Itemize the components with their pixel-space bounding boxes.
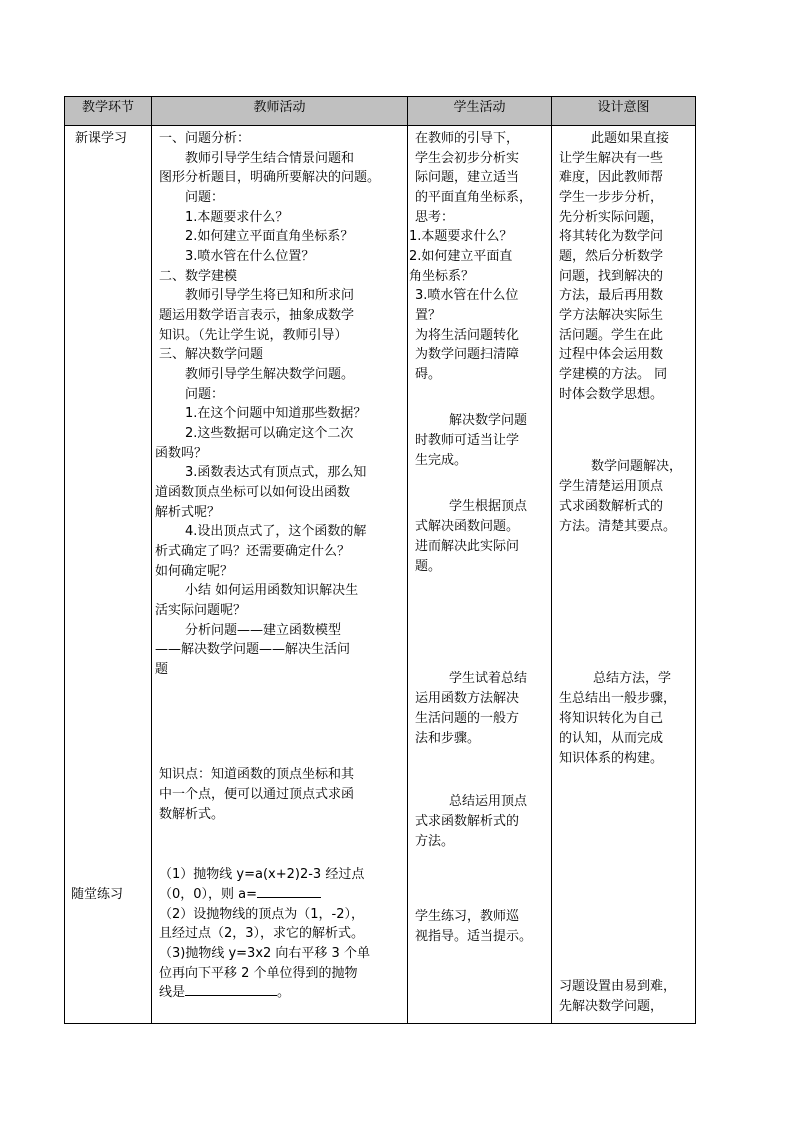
teacher-line: 函数吗？: [155, 446, 208, 461]
intent-line: 将知识转化为自己: [559, 711, 664, 726]
intent-line: 难度，因此教师帮: [559, 170, 664, 185]
student-line: 法和步骤。: [415, 731, 481, 746]
answer-blank: [185, 983, 277, 996]
teacher-line: 道函数顶点坐标可以如何设出函数: [155, 485, 351, 500]
student-line: 运用函数方法解决: [415, 691, 520, 706]
knowledge-line: 数解析式。: [159, 807, 225, 822]
knowledge-line: 中一个点，便可以通过顶点式求函: [159, 787, 355, 802]
teacher-line: 图形分析题目，明确所要解决的问题。: [159, 170, 381, 185]
intent-line: 学生一步步分析，: [559, 190, 664, 205]
intent-line: 方法。清楚其要点。: [559, 519, 677, 534]
intent-line: 数学问题解决，: [591, 459, 683, 474]
intent-line: 让学生解决有一些: [559, 151, 664, 166]
intent-line: 时体会数学思想。: [559, 387, 664, 402]
student-line: 1.本题要求什么？: [409, 229, 513, 244]
student-line: 际问题，建立适当: [415, 170, 520, 185]
student-line: 置？: [415, 308, 442, 323]
exercise-2-line: （2）设抛物线的顶点为（1，-2），: [159, 907, 365, 922]
phase-new-learning: 新课学习: [75, 131, 128, 146]
header-teacher-activity: 教师活动: [253, 100, 306, 115]
teacher-line: 二、数学建模: [159, 269, 238, 284]
student-line: 时教师可适当让学: [415, 433, 520, 448]
student-line: 进而解决此实际问: [415, 539, 520, 554]
intent-line: 知识体系的构建。: [559, 751, 664, 766]
intent-line: 生总结出一般步骤，: [559, 691, 677, 706]
teacher-line: 解析式呢？: [155, 505, 221, 520]
student-line: 为将生活问题转化: [415, 328, 520, 343]
intent-line: 活问题。学生在此: [559, 328, 664, 343]
teacher-line: 小结 如何运用函数知识解决生: [185, 583, 359, 598]
teacher-line: 教师引导学生将已知和所求问: [185, 288, 355, 303]
teacher-line: 教师引导学生解决数学问题。: [185, 367, 355, 382]
exercise-3-line: （3)抛物线 y=3x2 向右平移 3 个单: [159, 946, 370, 961]
teacher-line: 析式确定了吗？还需要确定什么？: [155, 544, 351, 559]
student-line: 2.如何建立平面直: [409, 249, 513, 264]
intent-line: 学方法解决实际生: [559, 308, 664, 323]
teacher-line: 3.喷水管在什么位置？: [185, 249, 315, 264]
intent-line: 习题设置由易到难，: [559, 979, 677, 994]
student-line: 生完成。: [415, 453, 468, 468]
student-line: 为数学问题扫清障: [415, 347, 520, 362]
exercise-2-line: 且经过点（2，3），求它的解析式。: [159, 926, 365, 941]
teacher-line: 一、问题分析：: [159, 131, 251, 146]
answer-blank: [257, 885, 321, 898]
intent-line: 方法，最后再用数: [559, 288, 664, 303]
teacher-line: 2.这些数据可以确定这个二次: [185, 426, 354, 441]
teacher-line: 教师引导学生结合情景问题和: [185, 151, 355, 166]
teacher-line: 1.本题要求什么？: [185, 210, 289, 225]
header-design-intent: 设计意图: [597, 100, 650, 115]
student-line: 总结运用顶点: [449, 794, 528, 809]
teacher-line: 三、解决数学问题: [159, 347, 264, 362]
header-phase: 教学环节: [81, 100, 134, 115]
phase-practice: 随堂练习: [71, 887, 124, 902]
student-line: 学生试着总结: [449, 671, 528, 686]
exercise-1-line: （0，0），则 a=: [159, 885, 321, 905]
knowledge-line: 知识点：知道函数的顶点坐标和其: [159, 767, 355, 782]
student-line: 式解决函数问题。: [415, 519, 520, 534]
exercise-1-line: （1）抛物线 y=a(x+2)2-3 经过点: [159, 867, 365, 882]
column-divider: [407, 97, 408, 1023]
teacher-line: 分析问题——建立函数模型: [185, 623, 342, 638]
intent-line: 先解决数学问题，: [559, 999, 664, 1014]
student-line: 学生根据顶点: [449, 499, 528, 514]
intent-line: 先分析实际问题，: [559, 210, 664, 225]
column-divider: [151, 97, 152, 1023]
teacher-line: 4.设出顶点式了，这个函数的解: [185, 524, 367, 539]
header-student-activity: 学生活动: [453, 100, 506, 115]
column-divider: [551, 97, 552, 1023]
teacher-line: 问题：: [185, 190, 225, 205]
student-line: 题。: [415, 559, 442, 574]
intent-line: 的认知，从而完成: [559, 731, 664, 746]
student-line: 视指导。适当提示。: [415, 929, 533, 944]
teacher-line: 题运用数学语言表示，抽象成数学: [159, 308, 355, 323]
intent-line: 将其转化为数学问: [559, 229, 664, 244]
lesson-plan-table: [64, 96, 696, 1024]
student-line: 生活问题的一般方: [415, 711, 520, 726]
intent-line: 学生清楚运用顶点: [559, 479, 664, 494]
intent-line: 总结方法，学: [593, 671, 672, 686]
teacher-line: 问题：: [185, 387, 225, 402]
student-line: 学生会初步分析实: [415, 151, 520, 166]
student-line: 式求函数解析式的: [415, 814, 520, 829]
teacher-line: 题: [155, 662, 169, 677]
teacher-line: 3.函数表达式有顶点式，那么知: [185, 465, 367, 480]
student-line: 在教师的引导下，: [415, 131, 520, 146]
intent-line: 学建模的方法。 同: [559, 367, 668, 382]
teacher-line: 1.在这个问题中知道那些数据？: [185, 406, 367, 421]
exercise-3-line: 位再向下平移 2 个单位得到的抛物: [159, 966, 358, 981]
student-line: 3.喷水管在什么位: [415, 288, 519, 303]
teacher-line: 如何确定呢？: [155, 564, 234, 579]
student-line: 解决数学问题: [449, 413, 528, 428]
student-line: 碍。: [415, 367, 442, 382]
intent-line: 问题，找到解决的: [559, 269, 664, 284]
intent-line: 题，然后分析数学: [559, 249, 664, 264]
teacher-line: 2.如何建立平面直角坐标系？: [185, 229, 354, 244]
teacher-line: 知识。（先让学生说，教师引导）: [159, 328, 348, 343]
intent-line: 过程中体会运用数: [559, 347, 664, 362]
exercise-3-line: 线是 。: [159, 985, 291, 1000]
teacher-line: 活实际问题呢？: [155, 603, 247, 618]
student-line: 的平面直角坐标系，: [415, 190, 533, 205]
intent-line: 式求函数解析式的: [559, 499, 664, 514]
student-line: 角坐标系？: [409, 269, 475, 284]
student-line: 方法。: [415, 834, 455, 849]
student-line: 思考：: [415, 210, 455, 225]
intent-line: 此题如果直接: [591, 131, 670, 146]
teacher-line: ——解决数学问题——解决生活问: [155, 642, 351, 657]
student-line: 学生练习，教师巡: [415, 909, 520, 924]
